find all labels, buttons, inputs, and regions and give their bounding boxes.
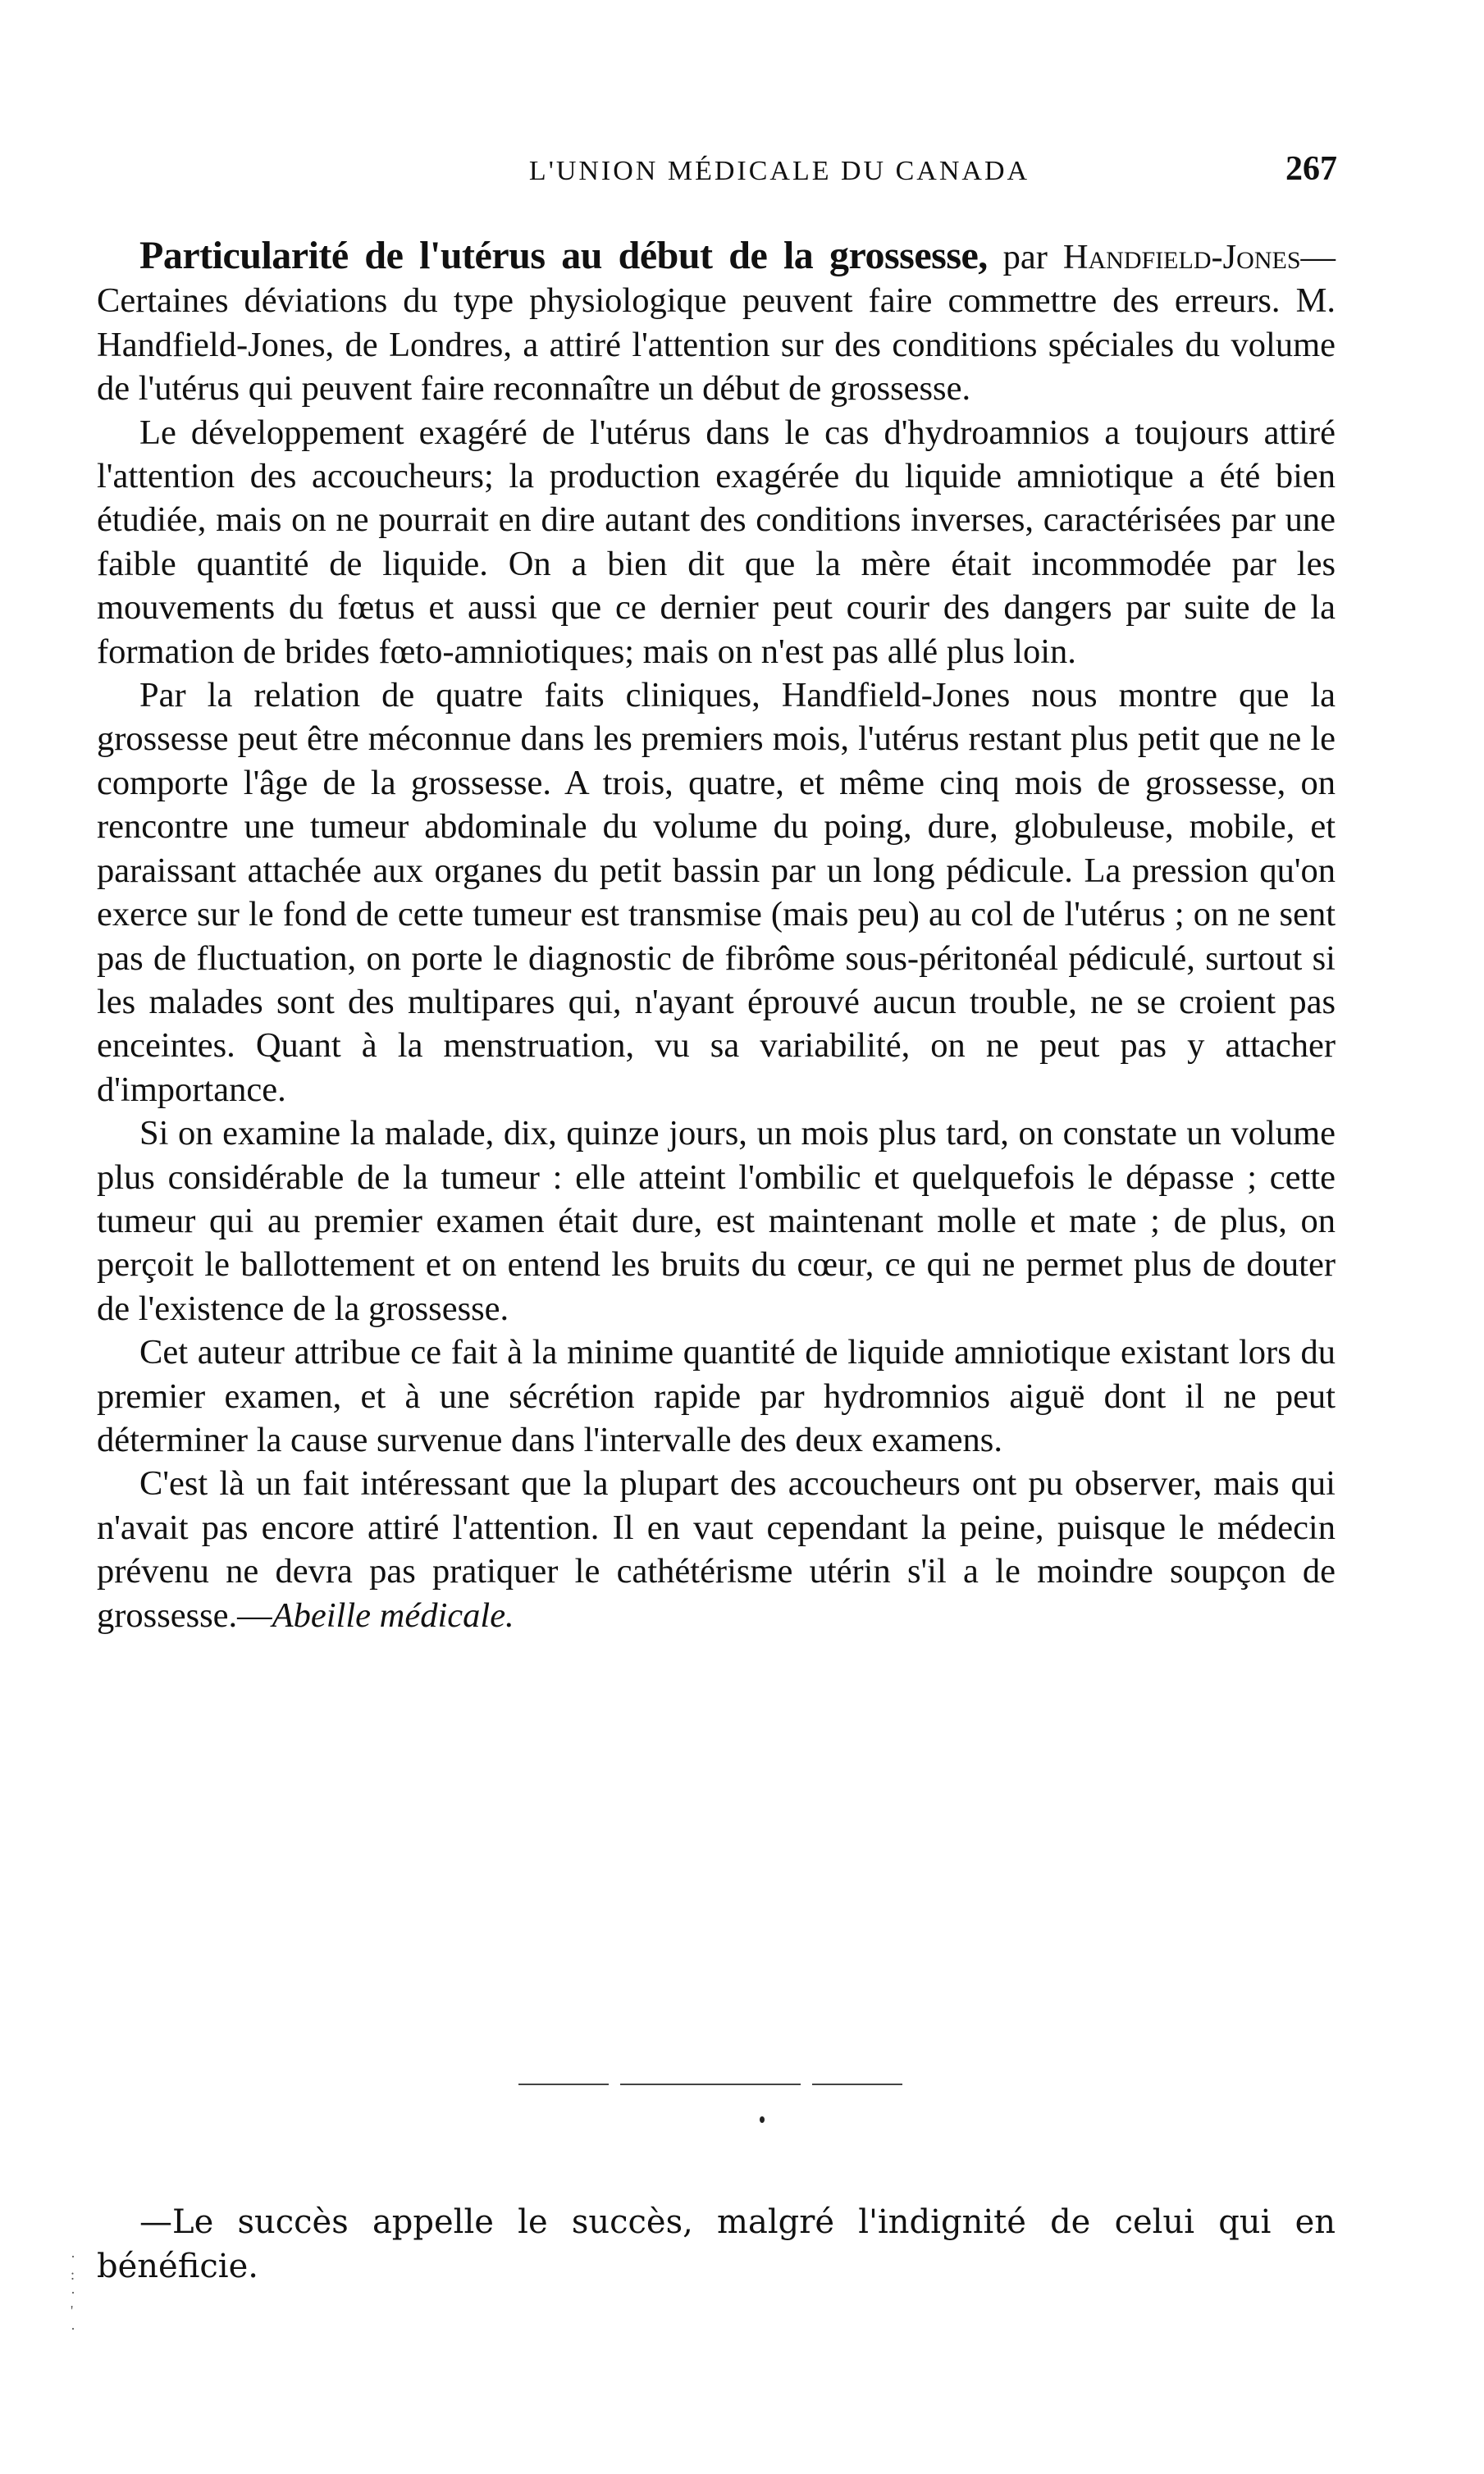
divider-rule bbox=[620, 2084, 801, 2085]
divider-rule bbox=[812, 2084, 902, 2085]
maxim-text: —Le succès appelle le succès, malgré l'indignité de celui qui en bénéficie. bbox=[97, 2203, 1336, 2285]
journal-title: L'UNION MÉDICALE DU CANADA bbox=[528, 156, 1030, 186]
by-word: par bbox=[1002, 238, 1048, 276]
divider-rule bbox=[518, 2084, 609, 2085]
article-paragraph bbox=[97, 234, 1336, 411]
article-paragraph bbox=[97, 1462, 1336, 1637]
source-dash: — bbox=[237, 1595, 272, 1635]
printer-dot bbox=[760, 2116, 765, 2123]
article-author: Handfield-Jones bbox=[1062, 238, 1301, 276]
margin-specks: · : · ' · bbox=[71, 2248, 75, 2337]
maxim bbox=[97, 2200, 1336, 2289]
paragraph-text: C'est là un fait intéressant que la plupart des accoucheurs ont pu observer, mais qui n'avait pas encore attiré l'attention. Il en vaut cependant la peine, puisque le médecin prévenu ne devra pas pratiquer le cathétérisme utérin s'il a le moindre soupçon de grossesse. bbox=[97, 1464, 1336, 1635]
article-paragraph: Si on examine la malade, dix, quinze jours, un mois plus tard, on constate un volume plus considérable de la tumeur : elle atteint l'ombilic et quelquefois le dépasse ; cette tumeur qui au premier examen était dure, est maintenant molle et mate ; de plus, on perçoit le ballottement et on entend les bruits du cœur, ce qui ne permet plus de douter de l'existence de la grossesse. bbox=[97, 1114, 1336, 1328]
article-paragraph: Le développement exagéré de l'utérus dans le cas d'hydroamnios a toujours attiré l'attention des accoucheurs; la production exagérée du liquide amniotique a été bien étudiée, mais on ne pourrait en dire autant des conditions inverses, caractérisées par une faible quantité de liquide. On a bien dit que la mère était incommodée par les mouvements du fœtus et aussi que ce dernier peut courir des dangers par suite de la formation de brides fœto-amniotiques; mais on n'est pas allé plus loin. bbox=[97, 413, 1336, 671]
article-paragraph: Par la relation de quatre faits cliniques, Handfield-Jones nous montre que la grossesse peut être méconnue dans les premiers mois, l'utérus restant plus petit que ne le comporte l'âge de la grossesse. A trois, quatre, et même cinq mois de grossesse, on rencontre une tumeur abdominale du volume du poing, dure, globuleuse, mobile, et paraissant attachée aux organes du petit bassin par un long pédicule. La pression qu'on exerce sur le fond de cette tumeur est transmise (mais peu) au col de l'utérus ; on ne sent pas de fluctuation, on porte le diagnostic de fibrôme sous-péritonéal pédiculé, surtout si les malades sont des multipares qui, n'ayant éprouvé aucun trouble, ne se croient pas enceintes. Quant à la menstruation, vu sa variabilité, on ne peut pas y attacher d'importance. bbox=[97, 676, 1336, 1109]
article-body bbox=[97, 234, 1336, 1637]
article-title: Particularité de l'utérus au début de la grossesse, bbox=[139, 234, 988, 277]
paragraph-text: —Certaines déviations du type physiologique peuvent faire commettre des erreurs. M. Handfield-Jones, de Londres, a attiré l'attention sur des conditions spéciales du volume de l'utérus qui peuvent faire reconnaître un début de grossesse. bbox=[97, 238, 1336, 409]
section-divider bbox=[0, 2084, 1484, 2116]
page-number: 267 bbox=[1285, 150, 1337, 188]
article-paragraph: Cet auteur attribue ce fait à la minime quantité de liquide amniotique existant lors du premier examen, et à une sécrétion rapide par hydromnios aiguë dont il ne peut déterminer la cause survenue dans l'intervalle des deux examens. bbox=[97, 1333, 1336, 1459]
running-head bbox=[139, 150, 1337, 197]
article-source: Abeille médicale. bbox=[272, 1595, 514, 1635]
